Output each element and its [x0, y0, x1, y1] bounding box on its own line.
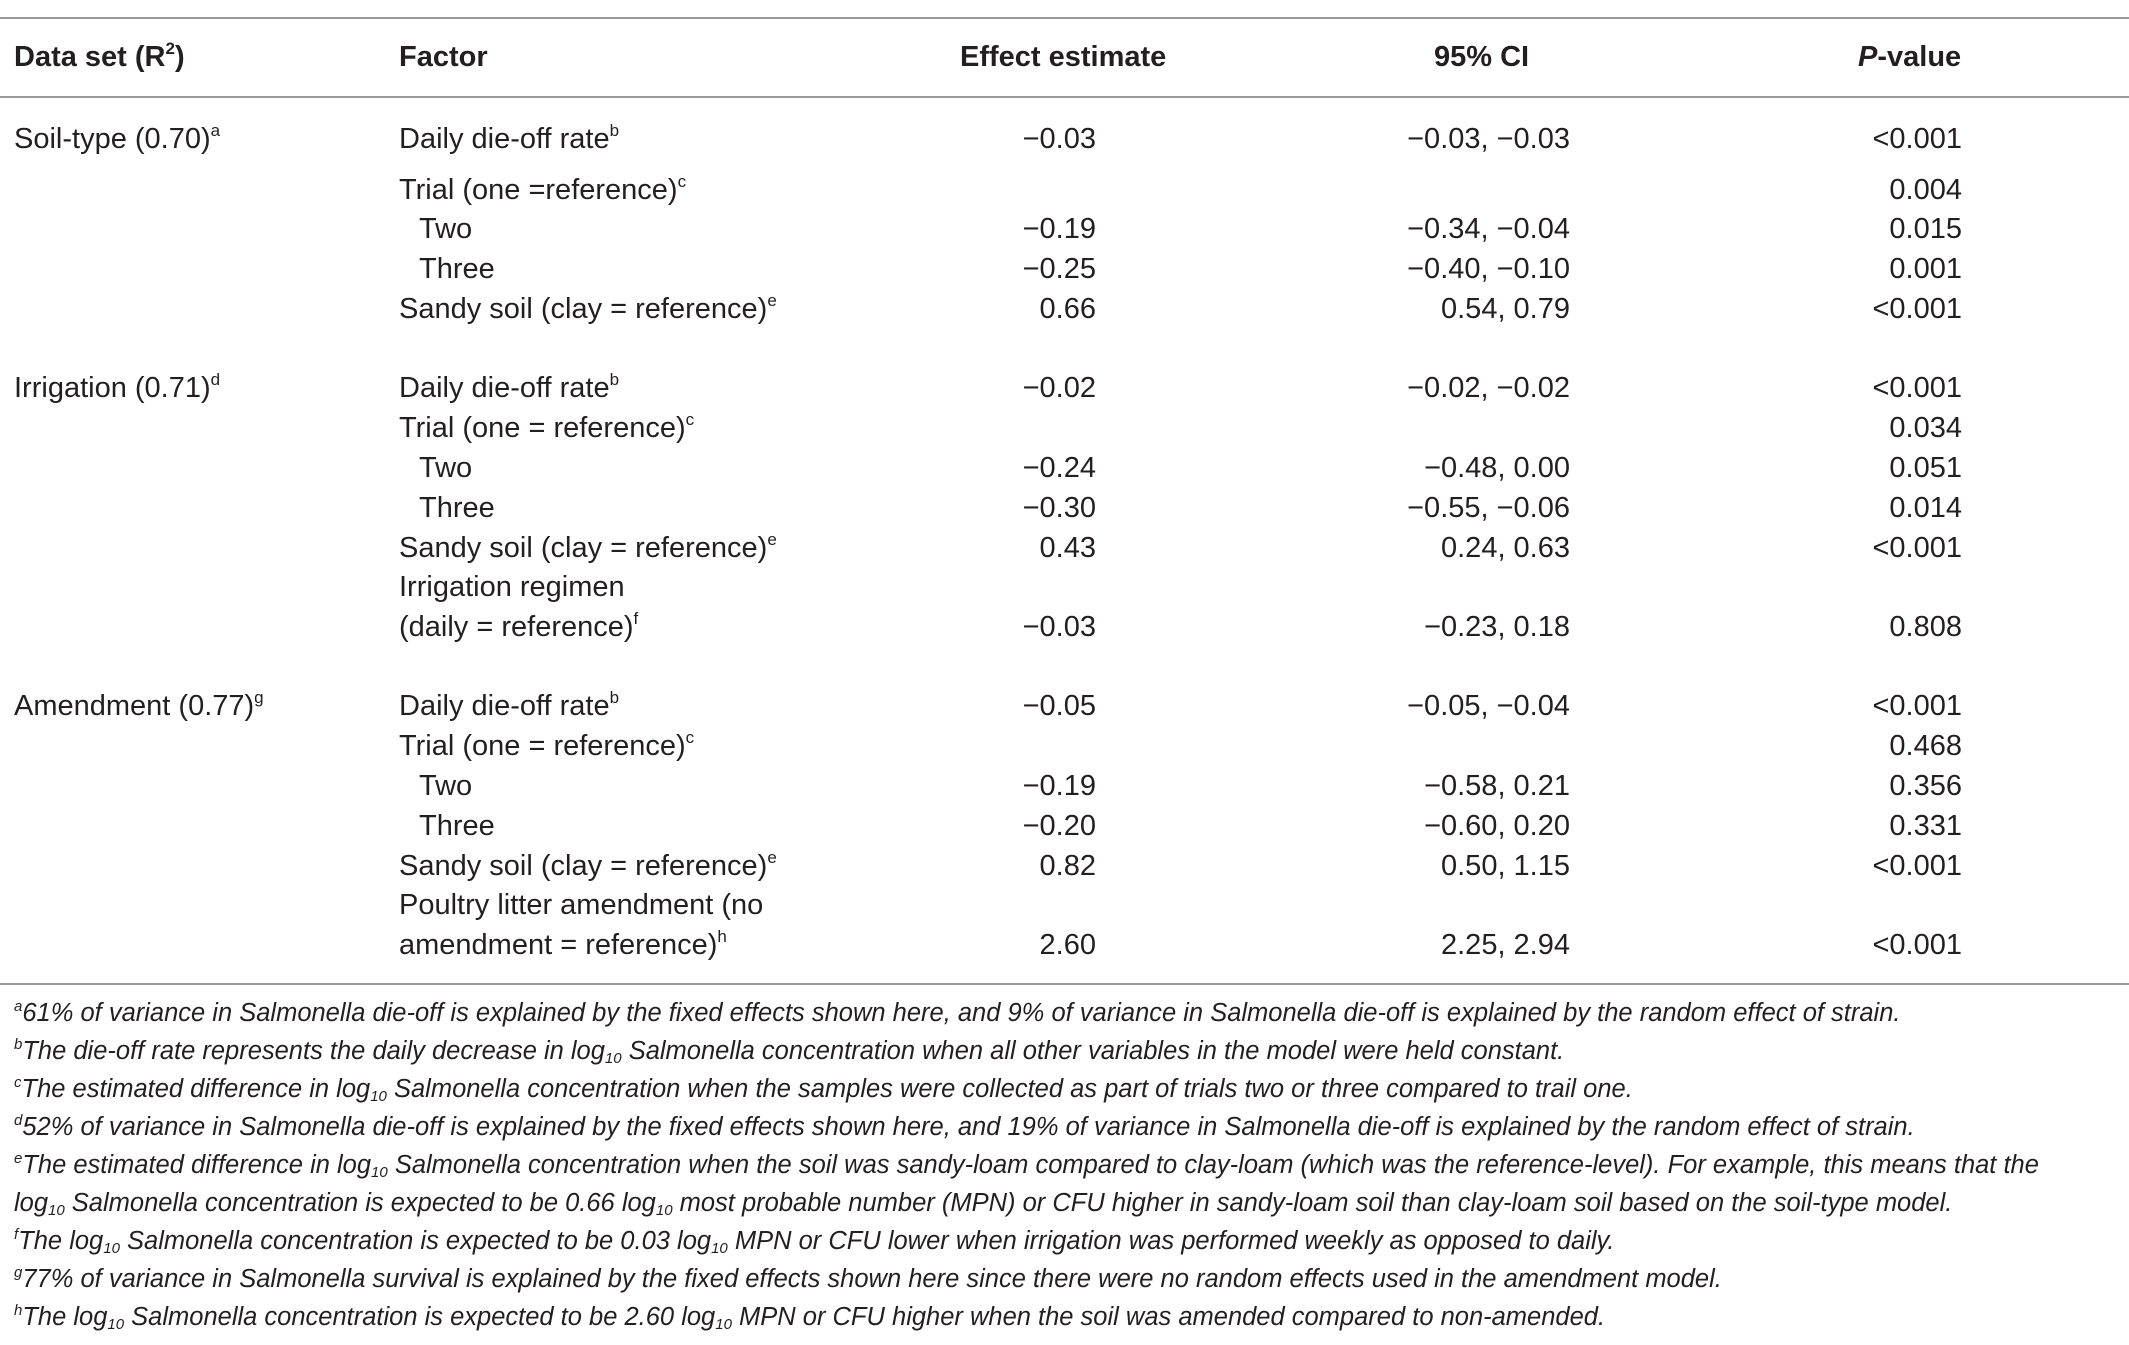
footnote-g: $^g$77% of variance in Salmonella survival is explained by the fixed effects shown here since there were no random effects used in the amendment model.: [14, 1264, 1722, 1293]
footnote-e-line2: $\log_{10}$ Salmonella concentration is expected to be 0.66 $\log_{10}$ most probable number (MPN) or CFU higher in sandy-loam soil than clay-loam soil based on the soil-type model.: [14, 1189, 1953, 1219]
footnote-d: $^d$52% of variance in Salmonella die-off is explained by the fixed effects shown here, and 19% of variance in Salmonella die-off is explained by the random effect of strain.: [14, 1112, 1915, 1141]
header-p-value: P-value: [1858, 41, 1962, 73]
footnote-c: $^c$The estimated difference in $\log_{10}$ Salmonella concentration when the samples were collected as part of trials two or three compared to trail one.: [14, 1074, 1633, 1105]
bottom-rule: [0, 983, 2129, 985]
footnote-f: $^f$The $\log_{10}$ Salmonella concentration is expected to be 0.03 $\log_{10}$ MPN or CFU lower when irrigation was performed weekly as opposed to daily.: [14, 1226, 1615, 1257]
group-label-irrigation: Irrigation $(0.71)^d$: [14, 370, 221, 404]
group-label-amendment: Amendment $(0.77)^g$: [14, 688, 264, 722]
footnote-b: $^b$The die-off rate represents the daily decrease in $\log_{10}$ Salmonella concentration when all other variables in the model were held constant.: [14, 1036, 1565, 1067]
header-dataset: Data set $(R^2)$: [14, 39, 185, 73]
footnote-a: $^a$61% of variance in Salmonella die-off is explained by the fixed effects shown here, and 9% of variance in Salmonella die-off is explained by the random effect of strain.: [14, 998, 1901, 1027]
header-rule: [0, 96, 2129, 98]
group-label-soil-type: Soil-type $(0.70)^a$: [14, 121, 221, 155]
header-95ci: 95% CI: [1434, 41, 1530, 73]
footnote-h: $^h$The $\log_{10}$ Salmonella concentration is expected to be 2.60 $\log_{10}$ MPN or CFU higher when the soil was amended compared to non-amended.: [14, 1302, 1606, 1333]
header-factor: Factor: [399, 41, 488, 73]
header-effect-estimate: Effect estimate: [960, 41, 1167, 73]
footnote-e: $^e$The estimated difference in $\log_{10}$ Salmonella concentration when the soil was sandy-loam compared to clay-loam (which was the reference-level). For example, this means that the: [14, 1150, 2039, 1181]
top-rule: [0, 17, 2129, 19]
